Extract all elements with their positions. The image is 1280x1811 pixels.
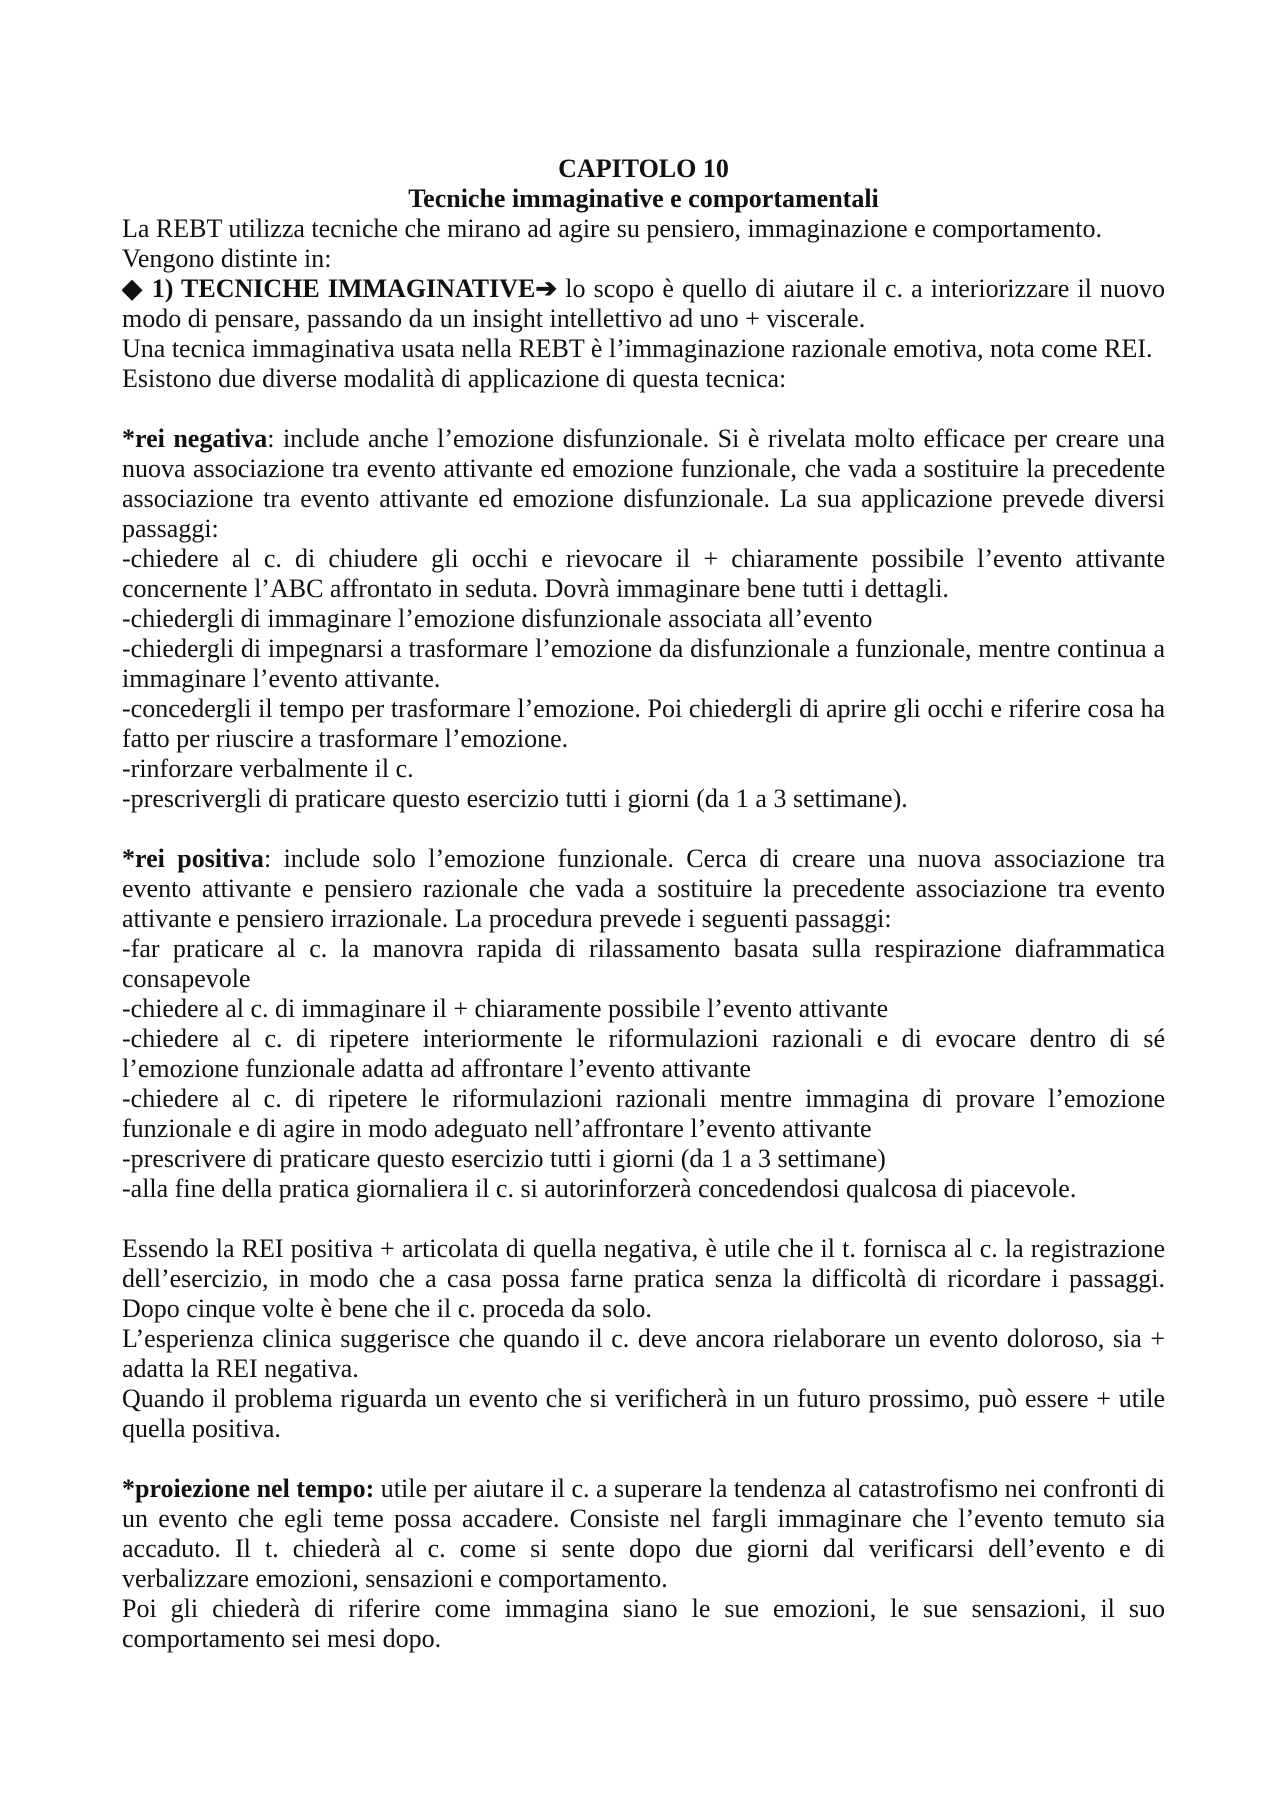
text-line — [122, 1234, 1165, 1264]
text-line — [122, 724, 1165, 754]
document-body — [122, 214, 1165, 1654]
text-line — [122, 664, 1165, 694]
text-line — [122, 484, 1165, 514]
bold-lead-text: *rei positiva — [122, 844, 264, 873]
text-line — [122, 844, 1165, 874]
line-text: La REBT utilizza tecniche che mirano ad agire su pensiero, immaginazione e comportamento. — [122, 214, 1102, 243]
text-line — [122, 1414, 1165, 1444]
text-line — [122, 1294, 1165, 1324]
line-text: -concedergli il tempo per trasformare l’emozione. Poi chiedergli di aprire gli occhi e riferire cosa ha — [122, 694, 1165, 723]
chapter-heading: CAPITOLO 10 — [558, 154, 729, 183]
text-line — [122, 1594, 1165, 1624]
line-text: quella positiva. — [122, 1414, 281, 1443]
line-text: : include anche l’emozione disfunzionale. Si è rivelata molto efficace per creare una — [267, 424, 1165, 453]
blank-line — [122, 1204, 1165, 1234]
blank-line — [122, 394, 1165, 424]
text-line — [122, 1024, 1165, 1054]
text-line — [122, 364, 1165, 394]
blank-line — [122, 814, 1165, 844]
text-line — [122, 274, 1165, 304]
line-text: -chiedere al c. di ripetere le riformulazioni razionali mentre immagina di provare l’emozione — [122, 1084, 1165, 1113]
text-line — [122, 634, 1165, 664]
line-text: Dopo cinque volte è bene che il c. proceda da solo. — [122, 1294, 652, 1323]
line-text: dell’esercizio, in modo che a casa possa farne pratica senza la difficoltà di ricordare i passaggi. — [122, 1264, 1165, 1293]
line-text: utile per aiutare il c. a superare la tendenza al catastrofismo nei confronti di — [374, 1474, 1165, 1503]
text-line — [122, 904, 1165, 934]
line-text: Vengono distinte in: — [122, 244, 332, 273]
line-text: -chiedere al c. di immaginare il + chiaramente possibile l’evento attivante — [122, 994, 889, 1023]
line-text: lo scopo è quello di aiutare il c. a interiorizzare il nuovo — [557, 274, 1165, 303]
line-text: Una tecnica immaginativa usata nella REBT è l’immaginazione razionale emotiva, nota come REI. — [122, 334, 1153, 363]
text-line — [122, 604, 1165, 634]
line-text: L’esperienza clinica suggerisce che quando il c. deve ancora rielaborare un evento doloroso, sia + — [122, 1324, 1165, 1353]
text-line — [122, 544, 1165, 574]
line-text: verbalizzare emozioni, sensazioni e comportamento. — [122, 1564, 668, 1593]
text-line — [122, 1114, 1165, 1144]
text-line — [122, 994, 1165, 1024]
line-text: -chiedere al c. di chiudere gli occhi e rievocare il + chiaramente possibile l’evento attivante — [122, 544, 1165, 573]
line-text: evento attivante e pensiero razionale che vada a sostituire la precedente associazione tra evento — [122, 874, 1165, 903]
text-line — [122, 1624, 1165, 1654]
line-text: un evento che egli teme possa accadere. Consiste nel fargli immaginare che l’evento temuto sia — [122, 1504, 1165, 1533]
text-line — [122, 574, 1165, 604]
blank-line — [122, 1444, 1165, 1474]
text-line — [122, 874, 1165, 904]
line-text: l’emozione funzionale adatta ad affrontare l’evento attivante — [122, 1054, 751, 1083]
text-line — [122, 934, 1165, 964]
line-text: attivante e pensiero irrazionale. La procedura prevede i seguenti passaggi: — [122, 904, 892, 933]
text-line — [122, 754, 1165, 784]
line-text: -chiedere al c. di ripetere interiormente le riformulazioni razionali e di evocare dentro di sé — [122, 1024, 1165, 1053]
text-line — [122, 1264, 1165, 1294]
text-line — [122, 1084, 1165, 1114]
line-text: Essendo la REI positiva + articolata di quella negativa, è utile che il t. fornisca al c. la registrazione — [122, 1234, 1165, 1263]
text-line — [122, 214, 1165, 244]
text-line — [122, 1324, 1165, 1354]
bold-lead-text: *proiezione nel tempo: — [122, 1474, 375, 1503]
text-line — [122, 1354, 1165, 1384]
line-text: : include solo l’emozione funzionale. Cerca di creare una nuova associazione tra — [263, 844, 1165, 873]
line-text: fatto per riuscire a trasformare l’emozione. — [122, 724, 569, 753]
text-line — [122, 304, 1165, 334]
line-text: -prescrivergli di praticare questo esercizio tutti i giorni (da 1 a 3 settimane). — [122, 784, 908, 813]
line-text: Esistono due diverse modalità di applicazione di questa tecnica: — [122, 364, 787, 393]
line-text: comportamento sei mesi dopo. — [122, 1624, 442, 1653]
bold-lead-text: *rei negativa — [122, 424, 268, 453]
line-text: accaduto. Il t. chiederà al c. come si sente dopo due giorni dal verificarsi dell’evento e di — [122, 1534, 1165, 1563]
text-line — [122, 784, 1165, 814]
line-text: -rinforzare verbalmente il c. — [122, 754, 414, 783]
line-text: -prescrivere di praticare questo esercizio tutti i giorni (da 1 a 3 settimane) — [122, 1144, 886, 1173]
text-line — [122, 1534, 1165, 1564]
document-page — [122, 154, 1165, 1654]
text-line — [122, 1564, 1165, 1594]
text-line — [122, 424, 1165, 454]
text-line — [122, 244, 1165, 274]
line-text: consapevole — [122, 964, 251, 993]
line-text: associazione tra evento attivante ed emozione disfunzionale. La sua applicazione prevede diversi — [122, 484, 1165, 513]
line-text: -alla fine della pratica giornaliera il c. si autorinforzerà concedendosi qualcosa di piacevole. — [122, 1174, 1077, 1203]
chapter-title: Tecniche immaginative e comportamentali — [408, 184, 879, 213]
text-line — [122, 1474, 1165, 1504]
line-text: -chiedergli di immaginare l’emozione disfunzionale associata all’evento — [122, 604, 873, 633]
bold-lead-text: ◆ 1) TECNICHE IMMAGINATIVE➔ — [122, 274, 558, 303]
text-line — [122, 694, 1165, 724]
line-text: modo di pensare, passando da un insight intellettivo ad uno + viscerale. — [122, 304, 866, 333]
line-text: Quando il problema riguarda un evento che si verificherà in un futuro prossimo, può essere + utile — [122, 1384, 1165, 1413]
text-line — [122, 964, 1165, 994]
text-line — [122, 1504, 1165, 1534]
line-text: nuova associazione tra evento attivante ed emozione funzionale, che vada a sostituire la precedente — [122, 454, 1165, 483]
text-line — [122, 1174, 1165, 1204]
text-line — [122, 1144, 1165, 1174]
line-text: -chiedergli di impegnarsi a trasformare l’emozione da disfunzionale a funzionale, mentre continua a — [122, 634, 1165, 663]
line-text: concernente l’ABC affrontato in seduta. Dovrà immaginare bene tutti i dettagli. — [122, 574, 949, 603]
line-text: passaggi: — [122, 514, 219, 543]
text-line — [122, 454, 1165, 484]
line-text: adatta la REI negativa. — [122, 1354, 359, 1383]
line-text: -far praticare al c. la manovra rapida di rilassamento basata sulla respirazione diaframmatica — [122, 934, 1165, 963]
line-text: funzionale e di agire in modo adeguato nell’affrontare l’evento attivante — [122, 1114, 872, 1143]
text-line — [122, 334, 1165, 364]
text-line — [122, 514, 1165, 544]
text-line — [122, 1384, 1165, 1414]
line-text: immaginare l’evento attivante. — [122, 664, 441, 693]
text-line — [122, 1054, 1165, 1084]
line-text: Poi gli chiederà di riferire come immagina siano le sue emozioni, le sue sensazioni, il suo — [122, 1594, 1165, 1623]
